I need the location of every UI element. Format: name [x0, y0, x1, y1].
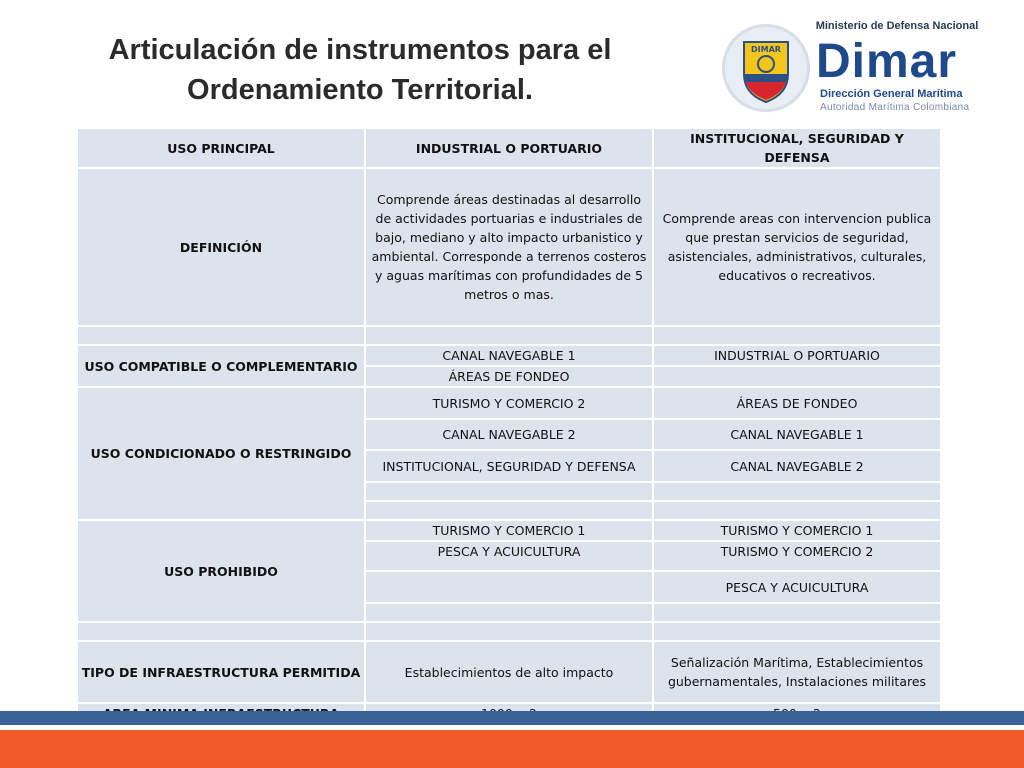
condicionado-industrial-2: CANAL NAVEGABLE 2	[365, 419, 653, 450]
row-label-prohibido: USO PROHIBIDO	[77, 520, 365, 622]
prohibido-industrial-2: PESCA Y ACUICULTURA	[365, 541, 653, 571]
condicionado-institucional-4	[653, 482, 941, 501]
logo-tagline: Autoridad Marítima Colombiana	[820, 102, 970, 113]
compatible-industrial-2: ÁREAS DE FONDEO	[365, 366, 653, 387]
header-industrial: INDUSTRIAL O PORTUARIO	[365, 128, 653, 168]
condicionado-institucional-1: ÁREAS DE FONDEO	[653, 387, 941, 419]
row-label-compatible: USO COMPATIBLE O COMPLEMENTARIO	[77, 345, 365, 387]
row-label-definicion: DEFINICIÓN	[77, 168, 365, 326]
compatible-institucional-1: INDUSTRIAL O PORTUARIO	[653, 345, 941, 366]
table-row-spacer	[77, 326, 941, 345]
compatible-industrial-1: CANAL NAVEGABLE 1	[365, 345, 653, 366]
title-line-1: Articulación de instrumentos para el	[108, 34, 612, 66]
row-label-condicionado: USO CONDICIONADO O RESTRINGIDO	[77, 387, 365, 520]
table-row-condicionado	[77, 387, 941, 419]
condicionado-industrial-4	[365, 482, 653, 501]
condicionado-institucional-3: CANAL NAVEGABLE 2	[653, 450, 941, 482]
footer-orange-bar	[0, 730, 1024, 768]
title-line-2: Ordenamiento Territorial.	[187, 74, 533, 106]
table-row-definicion	[77, 168, 941, 326]
infraestructura-institucional: Señalización Marítima, Establecimientos gubernamentales, Instalaciones militares	[653, 641, 941, 703]
dimar-logo	[718, 16, 998, 120]
table-row-spacer	[77, 622, 941, 641]
logo-subtitle: Dirección General Marítima	[820, 88, 963, 100]
condicionado-industrial-1: TURISMO Y COMERCIO 2	[365, 387, 653, 419]
prohibido-institucional-3: PESCA Y ACUICULTURA	[653, 571, 941, 603]
condicionado-industrial-5	[365, 501, 653, 520]
emblem-label: DIMAR	[751, 45, 781, 54]
condicionado-institucional-5	[653, 501, 941, 520]
prohibido-institucional-2: TURISMO Y COMERCIO 2	[653, 541, 941, 571]
footer-blue-bar	[0, 711, 1024, 725]
logo-ministry: Ministerio de Defensa Nacional	[815, 20, 979, 32]
condicionado-industrial-3: INSTITUCIONAL, SEGURIDAD Y DEFENSA	[365, 450, 653, 482]
infraestructura-industrial: Establecimientos de alto impacto	[365, 641, 653, 703]
logo-brand: Dimar	[816, 35, 958, 88]
prohibido-industrial-4	[365, 603, 653, 622]
compatible-institucional-2	[653, 366, 941, 387]
table-row-infraestructura	[77, 641, 941, 703]
definicion-industrial: Comprende áreas destinadas al desarrollo de actividades portuarias e industriales de bajo, mediano y alto impacto urbanistico y ambiental. Corresponde a terrenos costeros y aguas marítimas con profundidades de 5 metros o mas.	[365, 168, 653, 326]
header-institucional: INSTITUCIONAL, SEGURIDAD Y DEFENSA	[653, 128, 941, 168]
prohibido-industrial-3	[365, 571, 653, 603]
row-label-infraestructura: TIPO DE INFRAESTRUCTURA PERMITIDA	[77, 641, 365, 703]
dimar-emblem-icon	[722, 24, 810, 112]
prohibido-institucional-4	[653, 603, 941, 622]
table-row-prohibido	[77, 520, 941, 541]
land-use-table	[76, 127, 942, 725]
prohibido-institucional-1: TURISMO Y COMERCIO 1	[653, 520, 941, 541]
slide-title	[40, 30, 680, 110]
table-header-row	[77, 128, 941, 168]
condicionado-institucional-2: CANAL NAVEGABLE 1	[653, 419, 941, 450]
definicion-institucional: Comprende areas con intervencion publica que prestan servicios de seguridad, asistenciales, administrativos, culturales, educativos o recreativos.	[653, 168, 941, 326]
table-row-compatible	[77, 345, 941, 366]
prohibido-industrial-1: TURISMO Y COMERCIO 1	[365, 520, 653, 541]
header-uso-principal: USO PRINCIPAL	[77, 128, 365, 168]
